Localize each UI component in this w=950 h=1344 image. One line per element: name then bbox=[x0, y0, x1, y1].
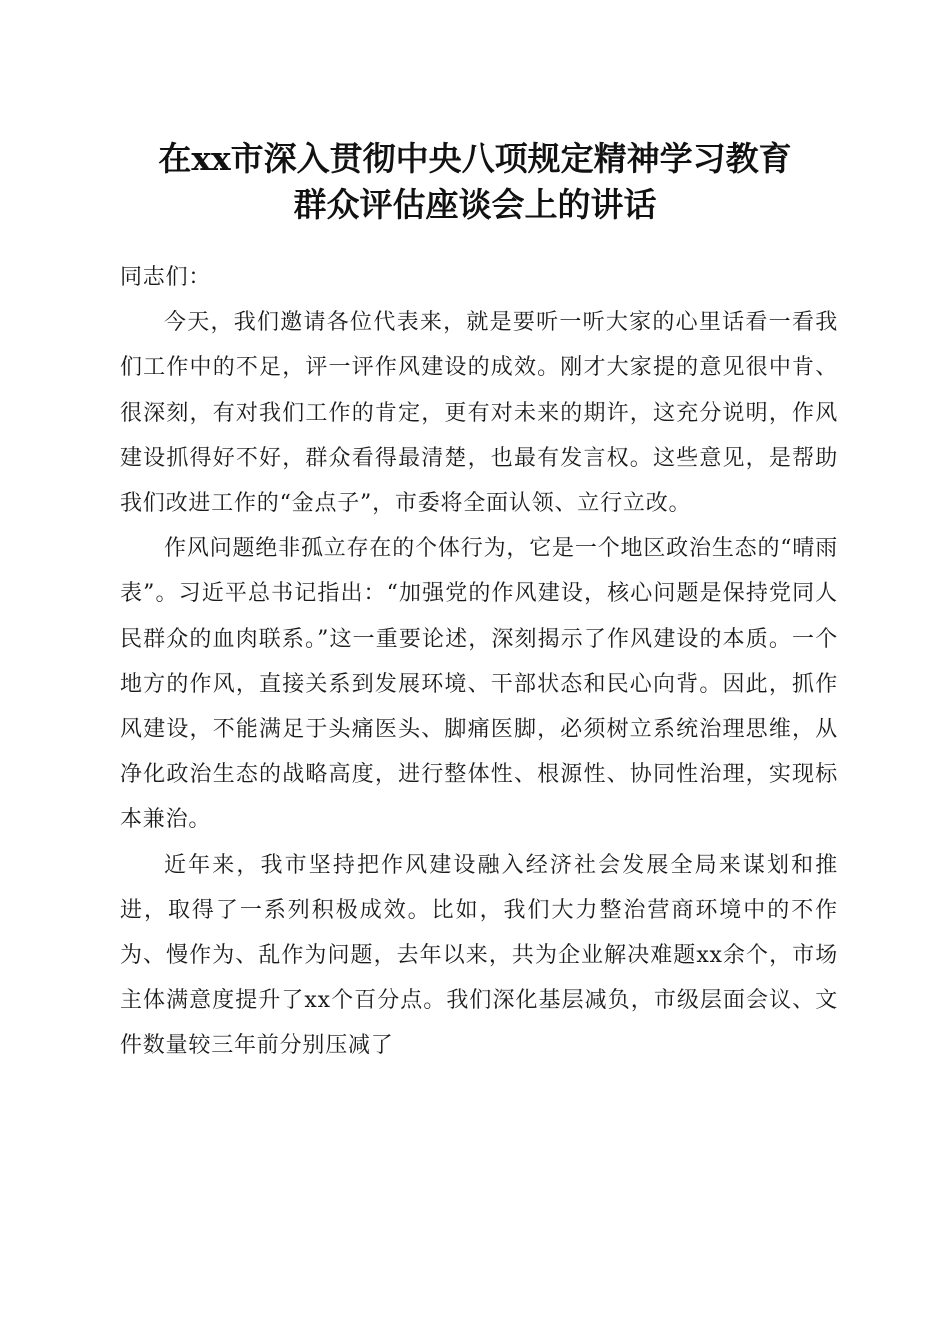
paragraph-3: 近年来，我市坚持把作风建设融入经济社会发展全局来谋划和推进，取得了一系列积极成效。比如，我们大力整治营商环境中的不作为、慢作为、乱作为问题，去年以来，共为企业解决难题xx余个，市场主体满意度提升了xx个百分点。我们深化基层减负，市级层面会议、文件数量较三年前分别压减了 bbox=[120, 852, 838, 1059]
salutation: 同志们： bbox=[120, 265, 212, 290]
document-title bbox=[100, 136, 850, 228]
title-line-2: 群众评估座谈会上的讲话 bbox=[293, 185, 657, 224]
paragraph-2: 作风问题绝非孤立存在的个体行为，它是一个地区政治生态的“晴雨表”。习近平总书记指出：“加强党的作风建设，核心问题是保持党同人民群众的血肉联系。”这一重要论述，深刻揭示了作风建设的本质。一个地方的作风，直接关系到发展环境、干部状态和民心向背。因此，抓作风建设，不能满足于头痛医头、脚痛医脚，必须树立系统治理思维，从净化政治生态的战略高度，进行整体性、根源性、协同性治理，实现标本兼治。 bbox=[120, 536, 838, 833]
paragraph-1: 今天，我们邀请各位代表来，就是要听一听大家的心里话看一看我们工作中的不足，评一评作风建设的成效。刚才大家提的意见很中肯、很深刻，有对我们工作的肯定，更有对未来的期许，这充分说明，作风建设抓得好不好，群众看得最清楚，也最有发言权。这些意见，是帮助我们改进工作的“金点子”，市委将全面认领、立行立改。 bbox=[120, 310, 838, 517]
title-line-1: 在xx市深入贯彻中央八项规定精神学习教育 bbox=[158, 139, 792, 178]
document-body bbox=[120, 255, 838, 1069]
